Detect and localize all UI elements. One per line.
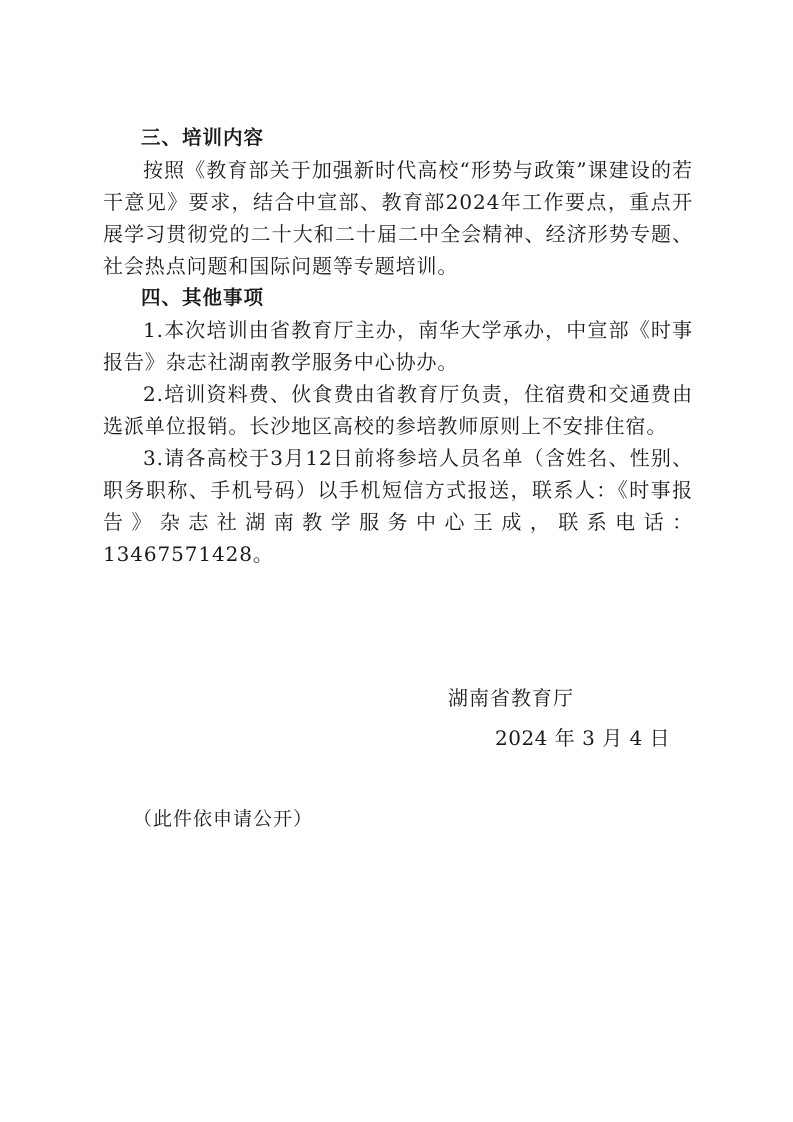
list-item: 1.本次培训由省教育厅主办，南华大学承办，中宣部《时事报告》杂志社湖南教学服务中心协办。 — [103, 318, 693, 374]
signature-organization: 湖南省教育厅 — [448, 686, 574, 710]
section-heading-other-matters: 四、其他事项 — [141, 286, 265, 309]
signature-date: 2024 年 3 月 4 日 — [495, 726, 671, 750]
section-heading-training-content: 三、培训内容 — [141, 126, 265, 149]
list-item: 2.培训资料费、伙食费由省教育厅负责，住宿费和交通费由选派单位报销。长沙地区高校的参培教师原则上不安排住宿。 — [103, 382, 693, 438]
list-item: 3.请各高校于3月12日前将参培人员名单（含姓名、性别、职务职称、手机号码）以手机短信方式报送，联系人：《时事报告》杂志社湖南教学服务中心王成，联系电话：13467571428。 — [103, 446, 693, 566]
section-paragraph-training-content: 按照《教育部关于加强新时代高校“形势与政策”课建设的若干意见》要求，结合中宣部、教育部2024年工作要点，重点开展学习贯彻党的二十大和二十届二中全会精神、经济形势专题、社会热点问题和国际问题等专题培训。 — [103, 158, 693, 278]
document-body — [103, 122, 693, 570]
disclosure-note: （此件依申请公开） — [133, 808, 314, 830]
